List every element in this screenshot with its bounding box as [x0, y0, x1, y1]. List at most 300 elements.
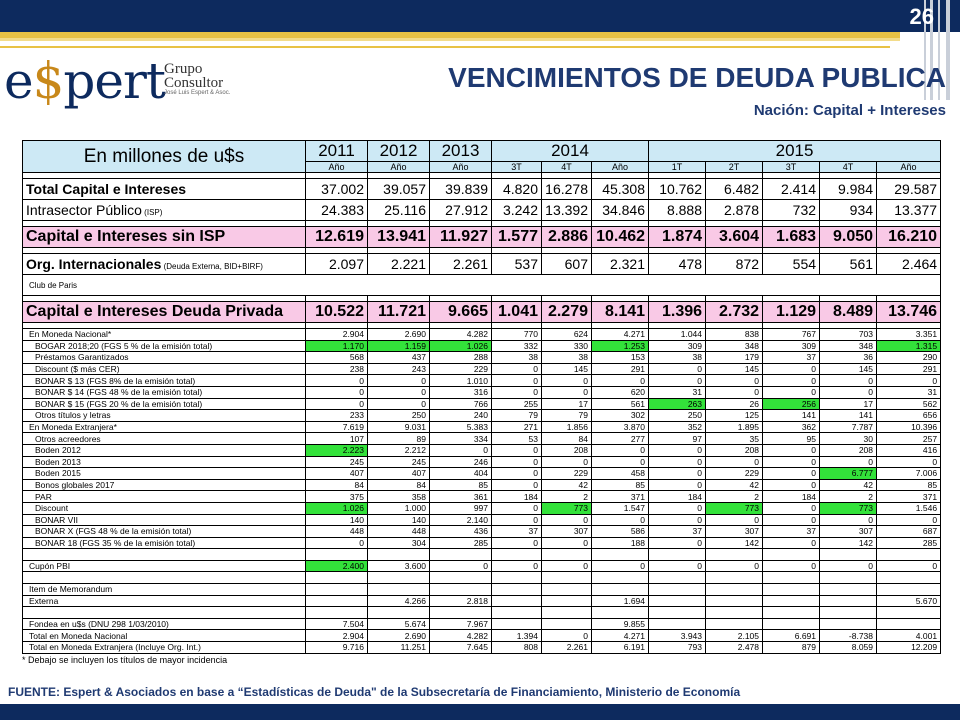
detail-row [23, 456, 941, 468]
value-cell: 2.464 [877, 254, 941, 275]
detail-value-cell: 0 [492, 363, 542, 375]
detail-value-cell: 0 [763, 514, 820, 526]
detail-value-cell [592, 584, 649, 596]
detail-value-cell: 4.282 [430, 329, 492, 341]
detail-value-cell: 361 [430, 491, 492, 503]
detail-value-cell: 352 [649, 421, 706, 433]
period-header: Año [368, 162, 430, 173]
detail-label: Cupón PBI [23, 560, 306, 572]
detail-value-cell: 142 [706, 537, 763, 549]
detail-value-cell: 437 [368, 352, 430, 364]
top-stripe-light [0, 38, 900, 41]
detail-label: En Moneda Nacional* [23, 329, 306, 341]
detail-label: Item de Memorandum [23, 584, 306, 596]
detail-value-cell: 1.547 [592, 502, 649, 514]
detail-value-cell: 2.904 [306, 329, 368, 341]
detail-value-cell [820, 607, 877, 619]
detail-value-cell [763, 549, 820, 561]
detail-value-cell: 0 [649, 375, 706, 387]
detail-value-cell: 238 [306, 363, 368, 375]
detail-value-cell: 458 [592, 468, 649, 480]
detail-value-cell: 0 [649, 479, 706, 491]
value-cell: 478 [649, 254, 706, 275]
value-cell: 1.683 [763, 227, 820, 248]
detail-value-cell [542, 572, 592, 584]
detail-value-cell [592, 572, 649, 584]
detail-value-cell: 371 [877, 491, 941, 503]
value-cell: 2.878 [706, 200, 763, 221]
detail-value-cell: 568 [306, 352, 368, 364]
detail-value-cell: 2.223 [306, 444, 368, 456]
detail-value-cell: 140 [368, 514, 430, 526]
detail-value-cell: 0 [592, 444, 649, 456]
detail-value-cell: 4.001 [877, 630, 941, 642]
detail-value-cell: 624 [542, 329, 592, 341]
detail-value-cell: 0 [649, 560, 706, 572]
detail-row [23, 618, 941, 630]
detail-value-cell: 0 [542, 560, 592, 572]
detail-value-cell: 184 [649, 491, 706, 503]
year-header-2014: 2014 [492, 141, 649, 162]
detail-value-cell [542, 618, 592, 630]
detail-value-cell [306, 607, 368, 619]
detail-value-cell [306, 584, 368, 596]
detail-value-cell: 290 [877, 352, 941, 364]
value-cell: 24.383 [306, 200, 368, 221]
year-header-2015: 2015 [649, 141, 941, 162]
detail-value-cell: 2.105 [706, 630, 763, 642]
detail-value-cell: 307 [820, 526, 877, 538]
value-cell: 9.050 [820, 227, 877, 248]
detail-value-cell: 2.818 [430, 595, 492, 607]
value-cell: 872 [706, 254, 763, 275]
detail-value-cell: 288 [430, 352, 492, 364]
detail-value-cell: 0 [542, 375, 592, 387]
detail-value-cell: 362 [763, 421, 820, 433]
detail-value-cell: 0 [763, 468, 820, 480]
detail-value-cell [706, 572, 763, 584]
detail-value-cell: 79 [492, 410, 542, 422]
value-cell: 11.721 [368, 302, 430, 323]
detail-value-cell: 37 [649, 526, 706, 538]
detail-value-cell: 0 [306, 386, 368, 398]
summary-row [23, 275, 941, 296]
detail-value-cell: 257 [877, 433, 941, 445]
debt-maturity-table [22, 140, 941, 654]
detail-value-cell [430, 607, 492, 619]
detail-value-cell: 1.010 [430, 375, 492, 387]
detail-label: Préstamos Garantizados [23, 352, 306, 364]
detail-value-cell [877, 618, 941, 630]
detail-value-cell: 0 [492, 514, 542, 526]
detail-value-cell: 0 [430, 444, 492, 456]
detail-label: Boden 2015 [23, 468, 306, 480]
detail-label: Otros acreedores [23, 433, 306, 445]
detail-value-cell: 307 [542, 526, 592, 538]
detail-value-cell: 348 [706, 340, 763, 352]
detail-value-cell: 0 [368, 386, 430, 398]
detail-row [23, 584, 941, 596]
detail-label [23, 572, 306, 584]
detail-row [23, 630, 941, 642]
detail-value-cell: 0 [492, 502, 542, 514]
value-cell: 16.278 [542, 179, 592, 200]
detail-value-cell: 0 [763, 502, 820, 514]
detail-value-cell: 145 [820, 363, 877, 375]
detail-value-cell: 332 [492, 340, 542, 352]
detail-value-cell [820, 549, 877, 561]
detail-value-cell: 7.006 [877, 468, 941, 480]
detail-value-cell: 375 [306, 491, 368, 503]
detail-value-cell: 0 [763, 537, 820, 549]
detail-value-cell: 85 [592, 479, 649, 491]
year-header-2013: 2013 [430, 141, 492, 162]
detail-value-cell: 773 [542, 502, 592, 514]
detail-value-cell: 407 [368, 468, 430, 480]
detail-value-cell: 0 [763, 363, 820, 375]
detail-row [23, 502, 941, 514]
detail-value-cell [368, 607, 430, 619]
detail-value-cell: 245 [306, 456, 368, 468]
detail-value-cell: 30 [820, 433, 877, 445]
detail-value-cell: 12.209 [877, 642, 941, 654]
detail-label: BONAR 18 (FGS 35 % de la emisión total) [23, 537, 306, 549]
detail-value-cell: 79 [542, 410, 592, 422]
detail-value-cell: 7.787 [820, 421, 877, 433]
value-cell: 10.522 [306, 302, 368, 323]
detail-value-cell [649, 572, 706, 584]
detail-value-cell [492, 584, 542, 596]
detail-label: Externa [23, 595, 306, 607]
period-header: 4T [820, 162, 877, 173]
detail-value-cell: 245 [368, 456, 430, 468]
detail-row [23, 398, 941, 410]
detail-value-cell: 1.394 [492, 630, 542, 642]
value-cell: 10.762 [649, 179, 706, 200]
detail-value-cell: 6.777 [820, 468, 877, 480]
detail-value-cell: 773 [706, 502, 763, 514]
value-cell: 37.002 [306, 179, 368, 200]
detail-value-cell: 184 [492, 491, 542, 503]
detail-value-cell: 263 [649, 398, 706, 410]
detail-value-cell: 0 [706, 456, 763, 468]
value-cell: 16.210 [877, 227, 941, 248]
detail-value-cell: 141 [763, 410, 820, 422]
detail-value-cell: 309 [649, 340, 706, 352]
value-cell: 13.746 [877, 302, 941, 323]
detail-value-cell: 229 [430, 363, 492, 375]
value-cell: 4.820 [492, 179, 542, 200]
detail-value-cell: 0 [592, 375, 649, 387]
detail-value-cell: 0 [763, 386, 820, 398]
detail-value-cell [649, 618, 706, 630]
detail-value-cell: 0 [763, 444, 820, 456]
detail-value-cell [542, 549, 592, 561]
detail-value-cell: 6.691 [763, 630, 820, 642]
value-cell: 25.116 [368, 200, 430, 221]
detail-value-cell: 250 [649, 410, 706, 422]
value-cell: 11.927 [430, 227, 492, 248]
detail-value-cell: 145 [706, 363, 763, 375]
detail-value-cell: 0 [763, 456, 820, 468]
detail-value-cell: 0 [492, 444, 542, 456]
detail-value-cell: 307 [706, 526, 763, 538]
value-cell: 39.057 [368, 179, 430, 200]
detail-value-cell [649, 595, 706, 607]
detail-value-cell: 0 [542, 456, 592, 468]
detail-value-cell: 0 [649, 514, 706, 526]
detail-value-cell: 0 [649, 363, 706, 375]
detail-value-cell: 0 [592, 514, 649, 526]
detail-value-cell: 407 [306, 468, 368, 480]
detail-value-cell: 84 [542, 433, 592, 445]
detail-row [23, 329, 941, 341]
detail-value-cell: 208 [542, 444, 592, 456]
value-cell: 554 [763, 254, 820, 275]
detail-value-cell: 330 [542, 340, 592, 352]
row-label-text: Intrasector Público [26, 202, 142, 218]
value-cell: 732 [763, 200, 820, 221]
detail-row [23, 572, 941, 584]
detail-row [23, 514, 941, 526]
detail-label: Discount [23, 502, 306, 514]
detail-value-cell: 561 [592, 398, 649, 410]
detail-row [23, 410, 941, 422]
row-label [23, 200, 306, 221]
detail-value-cell: 10.396 [877, 421, 941, 433]
detail-value-cell: 7.967 [430, 618, 492, 630]
year-header-2011: 2011 [306, 141, 368, 162]
row-label: Club de Paris [23, 275, 941, 296]
detail-value-cell: 125 [706, 410, 763, 422]
detail-value-cell: 38 [542, 352, 592, 364]
detail-value-cell: 291 [877, 363, 941, 375]
detail-value-cell: 0 [368, 398, 430, 410]
detail-label: Discount ($ más CER) [23, 363, 306, 375]
detail-value-cell: 7.645 [430, 642, 492, 654]
detail-value-cell: 2.400 [306, 560, 368, 572]
detail-value-cell: 89 [368, 433, 430, 445]
detail-value-cell [592, 549, 649, 561]
detail-value-cell: 35 [706, 433, 763, 445]
detail-value-cell: 2 [820, 491, 877, 503]
detail-value-cell: 140 [306, 514, 368, 526]
detail-value-cell [820, 595, 877, 607]
detail-value-cell: 243 [368, 363, 430, 375]
summary-row [23, 227, 941, 248]
detail-value-cell: 4.271 [592, 329, 649, 341]
summary-row [23, 179, 941, 200]
detail-value-cell [763, 572, 820, 584]
value-cell: 2.414 [763, 179, 820, 200]
detail-row [23, 363, 941, 375]
detail-value-cell: 2.690 [368, 329, 430, 341]
detail-value-cell [492, 618, 542, 630]
period-header: 2T [706, 162, 763, 173]
detail-value-cell: 0 [649, 468, 706, 480]
value-cell: 45.308 [592, 179, 649, 200]
detail-value-cell: 620 [592, 386, 649, 398]
row-label-text: Org. Internacionales [26, 256, 162, 272]
detail-value-cell: 285 [430, 537, 492, 549]
detail-value-cell: 84 [368, 479, 430, 491]
period-header: 1T [649, 162, 706, 173]
detail-value-cell [877, 549, 941, 561]
detail-value-cell [649, 607, 706, 619]
detail-value-cell: 1.170 [306, 340, 368, 352]
detail-value-cell: 53 [492, 433, 542, 445]
detail-value-cell: 371 [592, 491, 649, 503]
value-cell: 34.846 [592, 200, 649, 221]
detail-value-cell: 879 [763, 642, 820, 654]
detail-label: Boden 2012 [23, 444, 306, 456]
detail-value-cell: 448 [306, 526, 368, 538]
detail-value-cell: 562 [877, 398, 941, 410]
row-label [23, 179, 306, 200]
detail-value-cell: 5.674 [368, 618, 430, 630]
detail-value-cell: 0 [649, 502, 706, 514]
detail-value-cell: 0 [877, 560, 941, 572]
value-cell: 1.577 [492, 227, 542, 248]
detail-value-cell: 256 [763, 398, 820, 410]
logo-wordmark: e$pert [4, 52, 165, 110]
detail-value-cell: 0 [306, 375, 368, 387]
detail-label: BONAR VII [23, 514, 306, 526]
top-bar [0, 0, 960, 32]
detail-value-cell [763, 584, 820, 596]
detail-value-cell: 9.716 [306, 642, 368, 654]
value-cell: 537 [492, 254, 542, 275]
detail-value-cell [306, 572, 368, 584]
detail-value-cell: 808 [492, 642, 542, 654]
detail-value-cell: 31 [877, 386, 941, 398]
detail-value-cell [306, 595, 368, 607]
value-cell: 561 [820, 254, 877, 275]
detail-value-cell: 255 [492, 398, 542, 410]
detail-value-cell: 97 [649, 433, 706, 445]
value-cell: 13.377 [877, 200, 941, 221]
detail-value-cell: 0 [706, 386, 763, 398]
detail-value-cell: 36 [820, 352, 877, 364]
detail-value-cell: 17 [542, 398, 592, 410]
detail-value-cell [706, 549, 763, 561]
row-label [23, 302, 306, 323]
detail-label: PAR [23, 491, 306, 503]
detail-value-cell: 770 [492, 329, 542, 341]
detail-value-cell: 348 [820, 340, 877, 352]
detail-value-cell: 42 [820, 479, 877, 491]
detail-value-cell: 309 [763, 340, 820, 352]
detail-value-cell [877, 572, 941, 584]
detail-value-cell: 229 [542, 468, 592, 480]
value-cell: 29.587 [877, 179, 941, 200]
detail-value-cell [763, 618, 820, 630]
espert-logo [4, 54, 234, 114]
detail-value-cell: 5.670 [877, 595, 941, 607]
detail-value-cell: 2.212 [368, 444, 430, 456]
detail-value-cell: 0 [706, 514, 763, 526]
detail-row [23, 479, 941, 491]
value-cell: 1.396 [649, 302, 706, 323]
detail-value-cell: 95 [763, 433, 820, 445]
value-cell: 10.462 [592, 227, 649, 248]
detail-value-cell [820, 618, 877, 630]
detail-value-cell: 0 [706, 560, 763, 572]
value-cell: 3.604 [706, 227, 763, 248]
period-header: 3T [763, 162, 820, 173]
detail-row [23, 421, 941, 433]
detail-value-cell: 0 [492, 537, 542, 549]
page-title: VENCIMIENTOS DE DEUDA PUBLICA [448, 62, 946, 93]
detail-value-cell: 2.478 [706, 642, 763, 654]
detail-label: Total en Moneda Extranjera (Incluye Org. Int.) [23, 642, 306, 654]
detail-value-cell [492, 607, 542, 619]
detail-value-cell: 304 [368, 537, 430, 549]
detail-value-cell: 107 [306, 433, 368, 445]
detail-value-cell: 0 [430, 560, 492, 572]
value-cell: 1.874 [649, 227, 706, 248]
detail-value-cell [368, 584, 430, 596]
detail-value-cell: 9.031 [368, 421, 430, 433]
value-cell: 2.886 [542, 227, 592, 248]
value-cell: 607 [542, 254, 592, 275]
detail-row [23, 607, 941, 619]
summary-row [23, 302, 941, 323]
year-header-2012: 2012 [368, 141, 430, 162]
detail-value-cell: 277 [592, 433, 649, 445]
detail-value-cell: 0 [877, 456, 941, 468]
summary-row [23, 200, 941, 221]
detail-value-cell: 37 [763, 352, 820, 364]
detail-label: Otros títulos y letras [23, 410, 306, 422]
value-cell: 2.321 [592, 254, 649, 275]
detail-value-cell [706, 584, 763, 596]
detail-value-cell [820, 584, 877, 596]
detail-value-cell: 0 [492, 386, 542, 398]
detail-value-cell: 246 [430, 456, 492, 468]
detail-value-cell: 85 [877, 479, 941, 491]
table-footnote: * Debajo se incluyen los títulos de mayor incidencia [22, 654, 228, 665]
value-cell: 27.912 [430, 200, 492, 221]
detail-value-cell: 84 [306, 479, 368, 491]
detail-value-cell: 1.044 [649, 329, 706, 341]
period-header: Año [877, 162, 941, 173]
value-cell: 6.482 [706, 179, 763, 200]
detail-value-cell: 793 [649, 642, 706, 654]
detail-value-cell: 0 [492, 479, 542, 491]
page-subtitle: Nación: Capital + Intereses [753, 102, 946, 119]
detail-value-cell: 37 [763, 526, 820, 538]
detail-value-cell: 4.266 [368, 595, 430, 607]
detail-value-cell: 0 [706, 375, 763, 387]
detail-value-cell [492, 572, 542, 584]
detail-value-cell: 0 [649, 444, 706, 456]
detail-value-cell: 3.600 [368, 560, 430, 572]
detail-value-cell: 0 [306, 398, 368, 410]
row-label-note: (Deuda Externa, BID+BIRF) [161, 262, 263, 271]
detail-label: Total en Moneda Nacional [23, 630, 306, 642]
detail-value-cell: 0 [492, 560, 542, 572]
detail-value-cell: 1.895 [706, 421, 763, 433]
table-caption: En millones de u$s [23, 141, 306, 173]
detail-label: En Moneda Extranjera* [23, 421, 306, 433]
detail-value-cell: 42 [542, 479, 592, 491]
value-cell: 2.279 [542, 302, 592, 323]
detail-value-cell: 0 [306, 537, 368, 549]
detail-value-cell: 1.315 [877, 340, 941, 352]
detail-row [23, 549, 941, 561]
period-header: Año [592, 162, 649, 173]
